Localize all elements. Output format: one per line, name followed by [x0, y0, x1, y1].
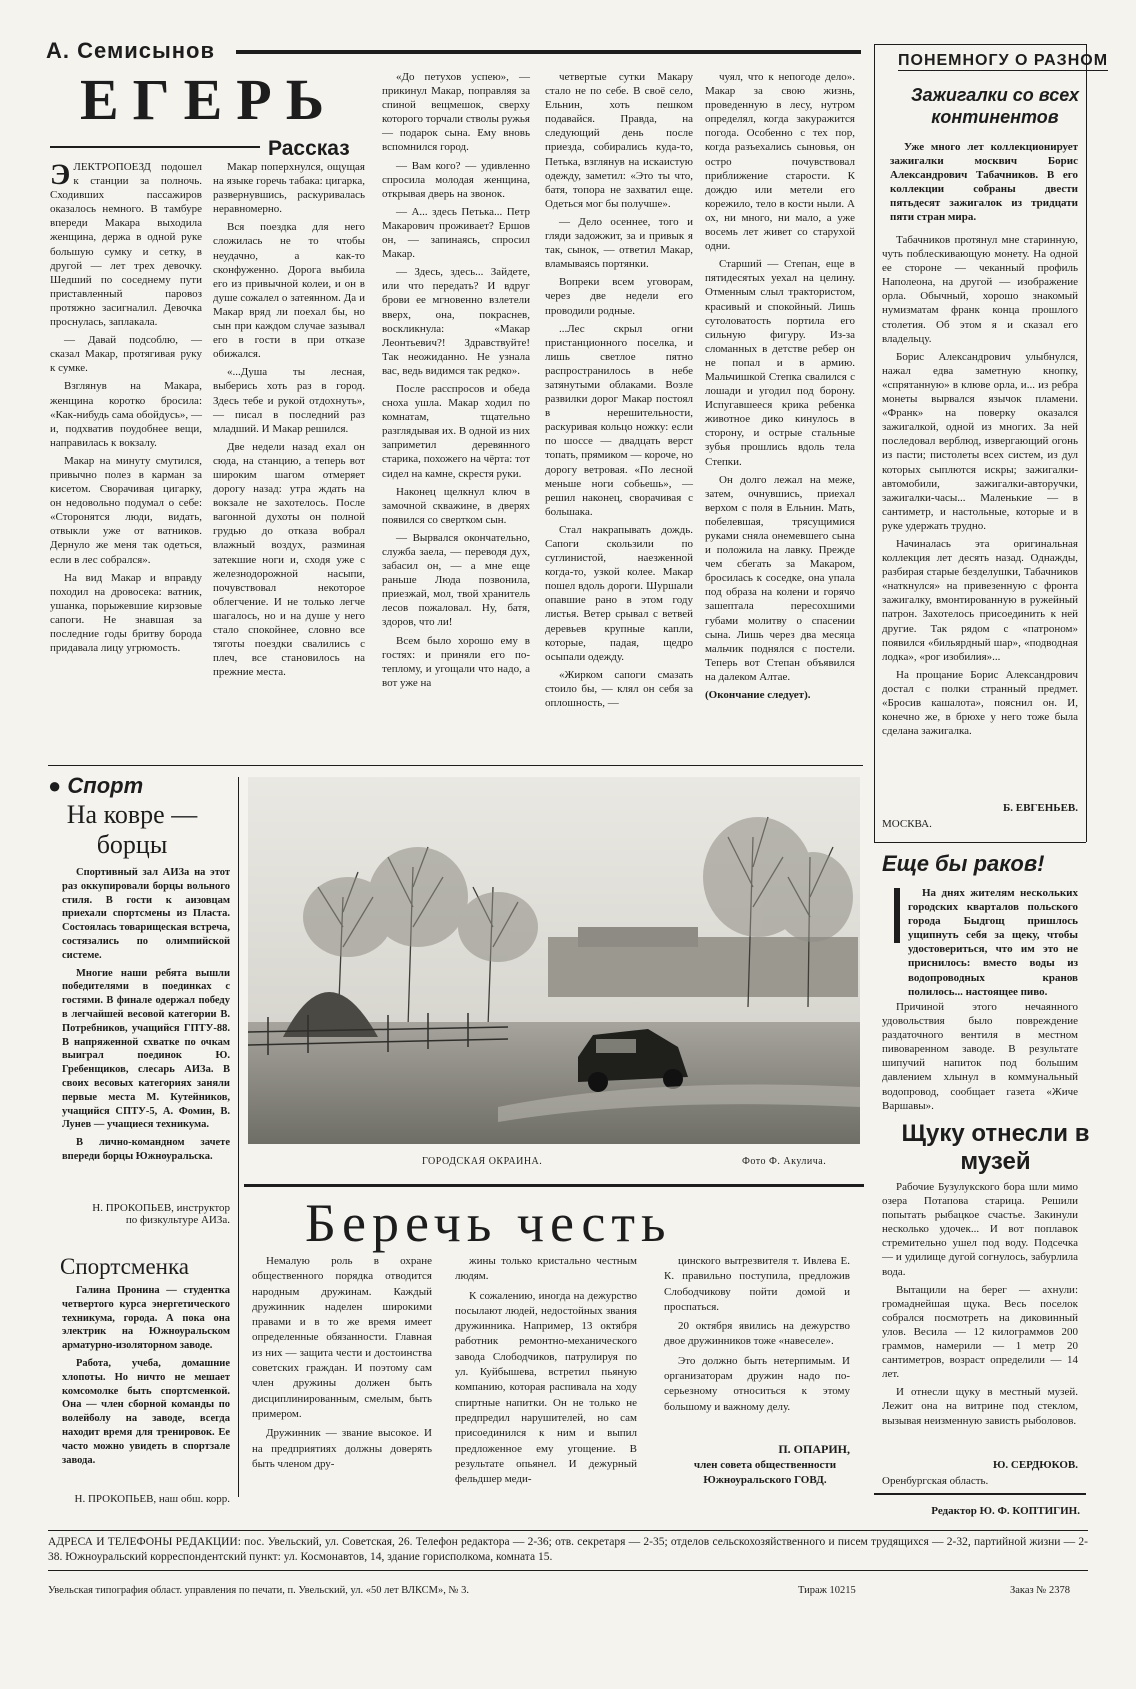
lighters-body	[882, 233, 1078, 742]
honor-paragraph: Немалую роль в охране общественного порядка отводится народным дружинам. Каждый дружинник наделен широкими правами и в то же время имеет определенные обязанности. Главная из них — защита чести и достоинства советских граждан. И поэтому сам член дружины должен быть дисциплинированным, смелым, быть примером.	[252, 1255, 432, 1420]
lighters-paragraph: Табачников протянул мне старинную, чуть поблескивающую монету. На одной ее стороне — чеканный профиль Наполеона, на другой — изображение орла. Обычный, хорошо знакомый нумизматам франк конца прошлого столетия. Об этом я и сказал его владельцу.	[882, 234, 1078, 345]
print-run: Тираж 10215	[798, 1585, 856, 1596]
sport-paragraph: Многие наши ребята вышли победителями в поединках с гостями. В финале одержал победу в легчайшей весовой категории В. Потребников, учащийся ГПТУ-88. В напряженной схватке по очкам выиграл поединок Ю. Гребенщиков, слесарь АИЗа. В своих весовых категориях заняли первые места М. Кутейников, учащийся СПТУ-5, А. Фомин, В. Лунев — учащиеся техникума.	[62, 967, 230, 1131]
sport-body	[62, 866, 230, 1168]
lighters-lead	[890, 140, 1078, 229]
honor-rule-top	[244, 1184, 864, 1187]
sportswoman-paragraph: Работа, учеба, домашние хлопоты. Но ничто не мешает комсомолке быть спортсменкой. Она — член сборной команды по волейболу на заводе, всегда находит время для тренировок. Ее часто можно увидеть в спортзале завода.	[62, 1357, 230, 1466]
story-paragraph: «...Душа ты лесная, выберись хоть раз в город. Здесь тебе и рукой отдохнуть», — писал в последний раз младший. И Макар решился.	[213, 366, 365, 435]
lighters-paragraph: Начиналась эта оригинальная коллекция лет десять назад. Однажды, разбирая старые безделушки, Табачников «наткнулся» на привезенную с фронта зажигалку, вмонтированную в ружейный патрон. Захотелось присоединить к ней другие. Так рядом с «патроном» появился «бильярдный шар», «подводная лодка», «рог изобилия»...	[882, 537, 1078, 663]
honor-paragraph: 20 октября явились на дежурство двое дружинников тоже «навеселе».	[664, 1320, 850, 1348]
honor-column-2	[455, 1254, 637, 1491]
city-outskirts-photo	[248, 777, 860, 1144]
pike-paragraph: И отнесли щуку в местный музей. Лежит она на витрине под стеклом, вызывая неизменную зависть рыболовов.	[882, 1386, 1078, 1427]
title-rule	[236, 50, 861, 54]
story-paragraph: Макар поперхнулся, ощущая на языке горечь табака: цигарка, развернувшись, раскуривалась неравномерно.	[213, 161, 365, 216]
story-subtitle: Рассказ	[268, 137, 350, 160]
honor-paragraph: жины только кристально честным людям.	[455, 1255, 637, 1283]
bullet-icon: ●	[48, 773, 68, 798]
lighters-paragraph: На прощание Борис Александрович достал с полки странный предмет. «Бросив кашалота», пояснил он. И, конечно же, в брюхе у него тоже была сделана зажигалка.	[882, 668, 1078, 738]
story-column-2	[213, 160, 365, 683]
honor-paragraph: цинского вытрезвителя т. Ивлева Е. К. правильно поступила, предложив Слободчикову пойти домой и проспаться.	[664, 1255, 850, 1313]
pike-paragraph: Рабочие Бузулукского бора шли мимо озера Потапова старица. Решили попытать рыбацкое счастье. Закинули несколько удочек... И вот поплавок стремительно ушел под воду. Подсечка — и удилище дугой согнулось, забурлила вода.	[882, 1181, 1078, 1278]
story-author: А. Семисынов	[46, 38, 216, 63]
story-paragraph: Он долго лежал на меже, затем, очнувшись, приехал верхом с поля в Ельнин. Мать, побелевшая, трясущимися руками сняла онемевшего сына и положила на лавку. Прежде чем сбегать за Макаром, бросилась к соседке, она упала под образа на колени и горячо зашептала пересохшими губами молитву о спасении сына. Лишь через два месяца мальчик поднялся с постели. Теперь вот Степан объявился на далеком Алтае.	[705, 473, 855, 683]
honor-paragraph: К сожалению, иногда на дежурство посылают людей, недостойных звания дружинника. Например, 13 октября работник ремонтно-механического завода Слободчиков, патрулируя по ул. Куйбышева, встретил пьяную компанию, которая распивала на ходу спиртные напитки. Он не только не предпредил нарушителей, но сам присоединился к ним и выпил предложенное ему угощение. В результате опьянел. И дежурный фельдшер меди-	[455, 1289, 637, 1486]
sport-paragraph: В лично-командном зачете впереди борцы Южноуральска.	[62, 1137, 230, 1162]
story-paragraph: чуял, что к непогоде дело». Макар за свою жизнь, проведенную в лесу, нутром определял, когда закуражится погода. Особенно с тех пор, когда разъехались сыновья, он остро почувствовал приближение старости. К дождю или метели его корежило, тело в кости ныли. А ох, ни много, ни мало, а уже восемь лет живет со старухой одни.	[705, 71, 855, 253]
crayfish-lead	[908, 886, 1078, 1003]
story-bottom-rule	[48, 765, 863, 766]
lighters-title: Зажигалки со всех континентов	[911, 85, 1079, 127]
photo-caption: ГОРОДСКАЯ ОКРАИНА.	[422, 1156, 543, 1167]
sidebar-border-bottom	[874, 842, 1086, 843]
footer-rule-bottom	[48, 1570, 1088, 1571]
story-paragraph: Наконец щелкнул ключ в замочной скважине, в дверях появился со свертком сын.	[382, 485, 530, 526]
pike-body	[882, 1180, 1078, 1432]
crayfish-paragraph: Причиной этого нечаянного удовольствия было повреждение раздаточного вентиля в местном пивоваренном заводе. В результате шипучий напиток под большим давлением хлынул в коммунальный водопровод, сообщает газета «Жиче Варшавы».	[882, 1001, 1078, 1112]
photo-credit: Фото Ф. Акулича.	[742, 1156, 827, 1167]
story-paragraph: — Здесь, здесь... Зайдете, или что передать? И вдруг брови ее мгновенно взлетели вверх, она, покраснев, воскликнула: «Макар Леонтьевич?! Здравствуйте! Так неожиданно. Не узнала вас, ведь видимся так редко».	[382, 266, 530, 377]
crayfish-side-bar	[894, 888, 900, 943]
drop-cap: Э	[50, 158, 71, 191]
story-paragraph: Вопреки всем уговорам, через две недели его проводили родные.	[545, 276, 693, 317]
lighters-city: МОСКВА.	[882, 818, 932, 830]
story-title: ЕГЕРЬ	[80, 67, 339, 132]
photo-graphic	[248, 777, 860, 1144]
story-paragraph: Вся поездка для него сложилась не то чтобы неудачно, а как-то сконфуженно. Дорога выбила его из привычной колеи, и он в душе сожалел о затеянном. Да и Макар вряд ли поехал бы, но сын при каждом случае зазывал его в гости в при отказе обижался.	[213, 221, 365, 361]
story-paragraph: четвертые сутки Макару стало не по себе. В своё село, Ельнин, хоть пешком подавайся. Правда, на следующий день после приезда, собирались куда-то, Петька, взглянув на искаистую одежду, заметил: «Это ты что, батя, топора не захватил еще. Одеться мог бы получше».	[545, 71, 693, 210]
sportswoman-title: Спортсменка	[60, 1254, 189, 1279]
pike-region: Оренбургская область.	[882, 1475, 989, 1487]
story-paragraph: ...Лес скрыл огни пристанционного поселка, и лишь светлое пятно распространилось в небе затянутыми облаками. Возле развилки дорог Макар постоял в нерешительности, раскуривая кольцо ножку: если по шоссе — двадцать верст топать, прямиком — короче, но дорогу ветровая. «По лесной меньше ноги собьешь», — решил наконец, сворачивая с большака.	[545, 322, 693, 518]
crayfish-title: Еще бы раков!	[882, 851, 1045, 876]
sportswoman-body	[62, 1284, 230, 1471]
story-paragraph: ЛЕКТРОПОЕЗД подошел к станции за полночь. Сходивших пассажиров оказалось немного. В тамбуре впереди Макара выходила женщина, держа в одной руке большую сумку и сетку, в другой — лет трех девочку. Шедший по соседнему пути приставленный паровоз протяжно засигналил. Девочка проснулась, заплакала.	[50, 161, 202, 329]
pike-signature: Ю. СЕРДЮКОВ.	[992, 1459, 1078, 1471]
story-paragraph: — Дело осеннее, того и гляди задожжит, за и привык я так, сынок, — ответил Макар, вламываясь портянки.	[545, 215, 693, 271]
sportswoman-paragraph: Галина Пронина — студентка четвертого курса энергетического техникума, города. А пока она электрик на Южноуральском арматурно-изоляторном заводе.	[62, 1285, 230, 1352]
sport-side-rule	[238, 777, 239, 1497]
story-column-1	[50, 160, 202, 659]
sidebar-schuka-bottom-rule	[874, 1493, 1086, 1495]
sidebar-border-right	[1086, 44, 1087, 842]
pike-paragraph: Вытащили на берег — ахнули: громаднейшая щука. Весь поселок собрался посмотреть на диковинный улов. Весила — 12 килограммов 200 граммов, намерили — 1 метр 20 сантиметров, возраст определили — 14 лет.	[882, 1283, 1078, 1381]
honor-paragraph: Дружинник — звание высокое. И на предприятиях должны доверять быть членом дру-	[252, 1427, 432, 1470]
printer-line	[48, 1583, 1088, 1598]
honor-column-1	[252, 1254, 432, 1476]
honor-title: Беречь честь	[305, 1193, 672, 1253]
sport-paragraph: Спортивный зал АИЗа на этот раз оккупировали борцы вольного стиля. В гости к аизовцам приехали спортсмены из Пласта. Состоялась товарищеская встреча, состязались по олимпийской системе.	[62, 867, 230, 961]
honor-signature-name: П. ОПАРИН,	[778, 1442, 850, 1456]
story-paragraph: Макар на минуту смутился, привычно полез в карман за кисетом. Сворачивая цигарку, он недовольно подумал о себе: «Сторонятся люди, видать, отвыкли уже от ватников. Дернуло же меня так одеться, если в лес собрался».	[50, 454, 202, 566]
crayfish-body	[882, 1000, 1078, 1117]
lighters-signature: Б. ЕВГЕНЬЕВ.	[1002, 802, 1078, 814]
order-number: Заказ № 2378	[1010, 1585, 1070, 1596]
lighters-lead-text: Уже много лет коллекционирует зажигалки москвич Борис Александрович Табачников. В его коллекции собраны двести пятьдесят зажигалок из тридцати пяти стран мира.	[890, 141, 1078, 224]
footer-rule-top	[48, 1530, 1088, 1531]
story-paragraph: «До петухов успею», — прикинул Макар, поправляя за спиной вещмешок, сверху которого торчали стволы ружья — подарок сына. Ему вновь вспомнился город.	[382, 71, 530, 154]
story-paragraph: Стал накрапывать дождь. Сапоги скользили по суглинистой, наезженной когда-то, узкой колее. Макар пошел вдоль дороги. Шуршали опавшие рано в этом году листья. Ветер срывал с ветвей деревьев крупные капли, которые, падая, щедро осыпали одежду.	[545, 523, 693, 663]
sport-rubric	[48, 773, 143, 799]
story-end-note: (Окончание следует).	[705, 689, 811, 702]
subtitle-rule	[50, 146, 260, 148]
story-paragraph: Старший — Степан, еще в пятидесятых уехал на целину. Отменным слыл трактористом, красивый и спокойный. Лишь сутоловатость портила его сильную фигуру. Из-за сломанных в детстве ребер он не попал и в армию. Мальчишкой Степка свалился с лошади и угодил под борону. Испугавшееся крика ребенка животное дико кинулось в сторону, и острые стальные зубья прошлись вдоль тела Степки.	[705, 258, 855, 468]
story-paragraph: Взглянув на Макара, женщина коротко бросила: «Как-нибудь сама обойдусь», — и, подхватив поудобнее вещи, направилась к вокзалу.	[50, 380, 202, 449]
sport-rubric-text: Спорт	[67, 773, 144, 798]
story-paragraph: — А... здесь Петька... Петр Макарович проживает? Ершов он, — запинаясь, спросил Макар.	[382, 205, 530, 261]
printer-info: Увельская типография област. управления по печати, п. Увельский, ул. «50 лет ВЛКСМ», № 3.	[48, 1585, 470, 1596]
story-column-3	[382, 70, 530, 694]
honor-signature-role: член совета общественности Южноуральского ГОВД.	[693, 1459, 837, 1486]
story-paragraph: — Вырвался окончательно, служба заела, — переводя дух, забасил он, — а мне еще раньше Люда позвонила, приезжай, мол, твой хранитель лесов пожаловал. Ну, батя, здоров, что ли!	[382, 531, 530, 629]
story-paragraph: На вид Макар и вправду походил на дровосека: ватник, ушанка, порыжевшие кирзовые сапоги. Не знавшая за последние годы бритву борода придавала лицу угрюмость.	[50, 571, 202, 655]
story-paragraph: — Давай подсоблю, — сказал Макар, протягивая руку к сумке.	[50, 334, 202, 375]
story-paragraph: После расспросов и обеда сноха ушла. Макар ходил по комнатам, тщательно разглядывая их. В одной из них заприметил деревянного старика, похожего на чёрта: тот сидел на камне, скрестя руки.	[382, 382, 530, 480]
editorial-address: АДРЕСА И ТЕЛЕФОНЫ РЕДАКЦИИ: пос. Увельский, ул. Советская, 26. Телефон редактора — 2-36; отв. секретаря — 2-35; отделов сельскохозяйственного и писем трудящихся — 2-32, партийной жизни — 2-38. Южноуральский корреспондентский пункт: ул. Космонавтов, 14, здание горисполкома, комната 15.	[48, 1536, 1088, 1563]
honor-paragraph: Это должно быть нетерпимым. И организаторам дружин надо по-серьезному относиться к этому большому и важному делу.	[664, 1354, 850, 1413]
story-paragraph: «Жирком сапоги смазать стоило бы, — клял он себя за оплошность, —	[545, 668, 693, 710]
story-column-5	[705, 70, 855, 706]
honor-column-3	[664, 1254, 850, 1419]
story-paragraph: Всем было хорошо ему в гостях: и приняли его по-теплому, и угощали что надо, а вот уже на	[382, 634, 530, 689]
editor-line: Редактор Ю. Ф. КОПТИГИН.	[931, 1505, 1080, 1517]
sport-title: На ковре — борцы	[66, 800, 198, 859]
story-column-4	[545, 70, 693, 714]
sidebar-rubric: ПОНЕМНОГУ О РАЗНОМ	[898, 52, 1109, 69]
sportswoman-signature: Н. ПРОКОПЬЕВ, наш обш. корр.	[74, 1493, 230, 1505]
sidebar-border-left	[874, 44, 875, 842]
sport-signature: Н. ПРОКОПЬЕВ, инструктор по физкультуре АИЗа.	[92, 1202, 230, 1226]
lighters-paragraph: Борис Александрович улыбнулся, нажал едва заметную кнопку, «спрятанную» в клюве орла, и... из ребра монеты вырвался язычок пламени. «Франк» на поверку оказался зажигалкой, одной из многих. За ней последовал верблюд, извергающий огонь из пасти; пистолеты всех систем, из дул которых сыплются искры; зажигалки-автомобили, зажигалки-авторучки, зажигалки-часы... Маленькие — в сантиметр, и настольные, которые и в руке удержать трудно.	[882, 350, 1078, 532]
crayfish-lead-text: На днях жителям нескольких городских кварталов польского города Быдгощ пришлось ущипнуть себя за щеку, чтобы удостовериться, что им это не приснилось: вместо воды из водопроводных кранов полилось... настоящее пиво.	[908, 887, 1078, 998]
story-paragraph: — Вам кого? — удивленно спросила молодая женщина, открывая дверь на звонок.	[382, 159, 530, 200]
story-paragraph: Две недели назад ехал он сюда, на станцию, а теперь вот широким шагом отмеряет дорогу назад: утра ждать на вокзале не захотелось. После вагонной духоты он полной грудью до отказа вобрал влажный воздух, разминая затекшие ноги и, сходя уже с железнодорожной насыпи, почувствовал некоторое облегчение. И не только легче шагалось, но и на душе у него стало спокойнее, словно все тяготы поездки свалились с плеч, все становилось на прежние места.	[213, 440, 365, 679]
sidebar-border-top	[874, 44, 1086, 45]
pike-title: Щуку отнесли в музей	[901, 1120, 1090, 1175]
